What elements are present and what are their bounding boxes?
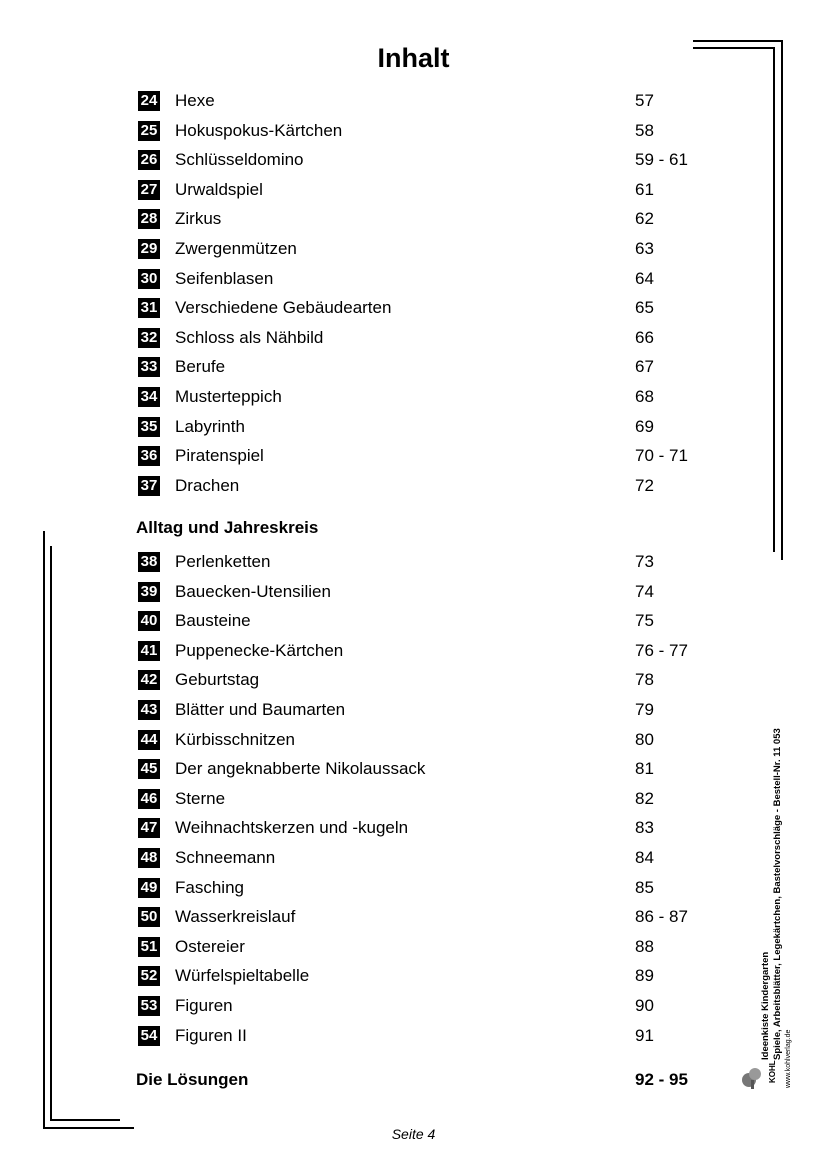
chapter-page: 74 [635,581,654,601]
chapter-page: 65 [635,298,654,318]
chapter-title: Bauecken-Utensilien [175,581,331,601]
chapter-title: Verschiedene Gebäudearten [175,298,392,318]
chapter-number: 33 [138,357,160,377]
chapter-page: 86 - 87 [635,907,688,927]
list-item [0,1024,827,1048]
chapter-title: Labyrinth [175,416,245,436]
publisher-url: www.kohlverlag.de [785,1029,792,1088]
chapter-page: 58 [635,120,654,140]
chapter-number: 26 [138,150,160,170]
chapter-title: Puppenecke-Kärtchen [175,640,344,660]
chapter-title: Wasserkreislauf [175,907,296,927]
chapter-title: Seifenblasen [175,268,274,288]
chapter-title: Schlüsseldomino [175,150,304,170]
chapter-number: 32 [138,328,160,348]
chapter-title: Fasching [175,877,244,897]
list-item [0,698,827,722]
list-item [0,964,827,988]
chapter-page: 63 [635,239,654,258]
chapter-title: Urwaldspiel [175,179,263,199]
publisher-logo-icon [740,1062,766,1090]
chapter-number: 46 [138,789,160,809]
chapter-number: 25 [138,121,160,141]
chapter-page: 67 [635,357,654,377]
chapter-number: 42 [138,670,160,690]
chapter-page: 83 [635,818,654,838]
chapter-number: 28 [138,209,160,229]
chapter-page: 66 [635,327,654,347]
chapter-number: 37 [138,476,160,496]
chapter-page: 78 [635,670,654,690]
chapter-number: 29 [138,239,160,259]
list-item [0,207,827,231]
list-item [0,787,827,811]
chapter-page: 72 [635,475,654,495]
list-item [0,444,827,468]
series-name: Ideenkiste Kindergarten [760,951,771,1060]
chapter-number: 50 [138,907,160,927]
list-item [0,355,827,379]
chapter-number: 24 [138,91,160,111]
chapter-number: 52 [138,966,160,986]
chapter-page: 70 - 71 [635,446,688,466]
list-item [0,178,827,202]
chapter-number: 44 [138,730,160,750]
chapter-page: 85 [635,877,654,897]
chapter-page: 62 [635,209,654,229]
list-item [0,757,827,781]
chapter-number: 30 [138,269,160,289]
chapter-title: Berufe [175,357,226,377]
list-item [0,639,827,663]
series-subtitle: Spiele, Arbeitsblätter, Legekärtchen, Bastelvorschläge - Bestell-Nr. 11 053 [772,728,783,1060]
publisher-name: KOHL [768,1060,777,1083]
chapter-page: 91 [635,1025,654,1045]
chapter-title: Musterteppich [175,387,282,406]
chapter-title: Schloss als Nähbild [175,327,324,347]
list-item [0,846,827,870]
chapter-number: 43 [138,700,160,720]
chapter-page: 76 - 77 [635,640,688,660]
chapter-page: 61 [635,179,654,199]
chapter-title: Ostereier [175,936,245,956]
list-item [0,415,827,439]
chapter-page: 80 [635,729,654,749]
chapter-title: Sterne [175,788,226,808]
chapter-title: Zwergenmützen [175,239,297,258]
chapter-number: 48 [138,848,160,868]
frame-line-bottom-left-outer-v [43,531,45,1129]
chapter-title: Blätter und Baumarten [175,700,346,719]
list-item [0,816,827,840]
chapter-page: 75 [635,611,654,631]
chapter-title: Figuren [175,996,233,1015]
frame-line-top-right-inner-h [693,47,775,49]
chapter-title: Figuren II [175,1025,247,1045]
list-item [0,876,827,900]
chapter-title: Der angeknabberte Nikolaussack [175,759,426,779]
list-item [0,905,827,929]
chapter-number: 54 [138,1026,160,1046]
chapter-page: 73 [635,552,654,571]
chapter-number: 36 [138,446,160,466]
chapter-title: Zirkus [175,209,222,229]
chapter-number: 49 [138,878,160,898]
frame-line-bottom-left-inner-v [50,546,52,1121]
chapter-number: 34 [138,387,160,407]
chapter-title: Schneemann [175,848,276,867]
chapter-number: 45 [138,759,160,779]
list-item [0,119,827,143]
chapter-page: 88 [635,936,654,956]
chapter-page: 84 [635,848,654,867]
list-item [0,994,827,1018]
frame-line-top-right-inner-v [773,47,775,552]
chapter-title: Würfelspieltabelle [175,966,310,986]
chapter-page: 64 [635,268,654,288]
list-item [0,385,827,409]
chapter-number: 35 [138,417,160,437]
list-item [0,267,827,291]
list-item [0,728,827,752]
list-item [0,148,827,172]
frame-line-bottom-left-inner-h [50,1119,120,1121]
solutions-label: Die Lösungen [136,1070,249,1089]
chapter-number: 38 [138,552,160,572]
chapter-title: Hokuspokus-Kärtchen [175,120,343,140]
chapter-title: Hexe [175,91,215,110]
solutions-page: 92 - 95 [635,1070,688,1089]
chapter-page: 79 [635,700,654,719]
chapter-title: Bausteine [175,611,251,631]
chapter-number: 40 [138,611,160,631]
list-item [0,609,827,633]
chapter-number: 53 [138,996,160,1016]
chapter-title: Drachen [175,475,240,495]
list-item [0,326,827,350]
list-item [0,668,827,692]
list-item [0,237,827,261]
chapter-number: 41 [138,641,160,661]
chapter-number: 39 [138,582,160,602]
chapter-page: 90 [635,996,654,1015]
chapter-title: Weihnachtskerzen und -kugeln [175,818,409,838]
list-item [0,550,827,574]
list-item [0,474,827,498]
section-heading: Alltag und Jahreskreis [136,518,319,537]
chapter-page: 89 [635,966,654,986]
chapter-page: 81 [635,759,654,779]
chapter-number: 31 [138,298,160,318]
chapter-page: 68 [635,387,654,406]
chapter-number: 27 [138,180,160,200]
chapter-page: 82 [635,788,654,808]
page-number: Seite 4 [391,1126,436,1142]
chapter-number: 51 [138,937,160,957]
chapter-title: Perlenketten [175,552,271,571]
list-item [0,935,827,959]
list-item [0,580,827,604]
page-title: Inhalt [377,43,450,73]
chapter-title: Geburtstag [175,670,260,690]
chapter-title: Kürbisschnitzen [175,729,296,749]
chapter-title: Piratenspiel [175,446,264,466]
chapter-page: 59 - 61 [635,150,688,170]
frame-line-top-right-outer-v [781,40,783,560]
chapter-page: 57 [635,91,654,110]
side-series-title [760,728,784,1060]
chapter-page: 69 [635,416,654,436]
frame-line-top-right-outer-h [693,40,783,42]
list-item [0,296,827,320]
chapter-number: 47 [138,818,160,838]
list-item [0,89,827,113]
